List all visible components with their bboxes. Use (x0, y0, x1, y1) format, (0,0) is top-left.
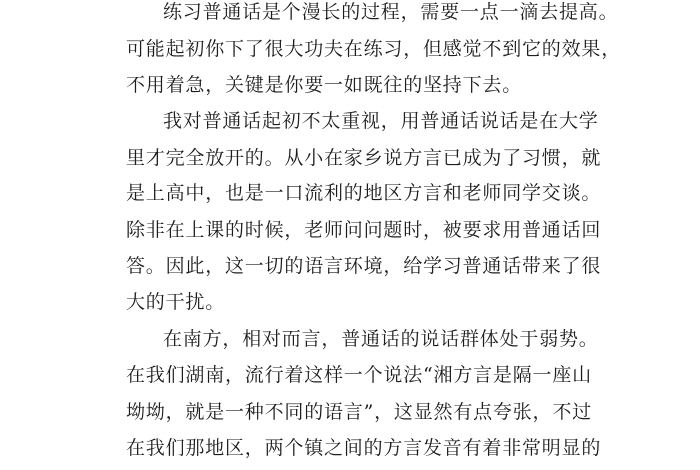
text-line-12: 坳坳，就是一种不同的语言”，这显然有点夸张，不过 (126, 401, 592, 423)
text-line-2: 可能起初你下了很大功夫在练习，但感觉不到它的效果， (126, 38, 622, 60)
text-line-13: 在我们那地区，两个镇之间的方言发音有着非常明显的 (126, 437, 602, 459)
text-line-7: 除非在上课的时候，老师问问题时，被要求用普通话回 (126, 219, 602, 241)
text-line-8: 答。因此，这一切的语言环境，给学习普通话带来了很 (126, 255, 602, 277)
text-line-6: 是上高中，也是一口流利的地区方言和老师同学交谈。 (126, 182, 602, 204)
text-line-4: 我对普通话起初不太重视，用普通话说话是在大学 (163, 110, 599, 132)
text-line-10: 在南方，相对而言，普通话的说话群体处于弱势。 (163, 328, 599, 350)
text-line-5: 里才完全放开的。从小在家乡说方言已成为了习惯，就 (126, 147, 602, 169)
text-line-3: 不用着急，关键是你要一如既往的坚持下去。 (126, 74, 523, 96)
text-line-1: 练习普通话是个漫长的过程，需要一点一滴去提高。 (163, 1, 619, 23)
text-line-11: 在我们湖南，流行着这样一个说法“湘方言是隔一座山 (126, 364, 592, 386)
text-line-9: 大的干扰。 (126, 291, 226, 313)
